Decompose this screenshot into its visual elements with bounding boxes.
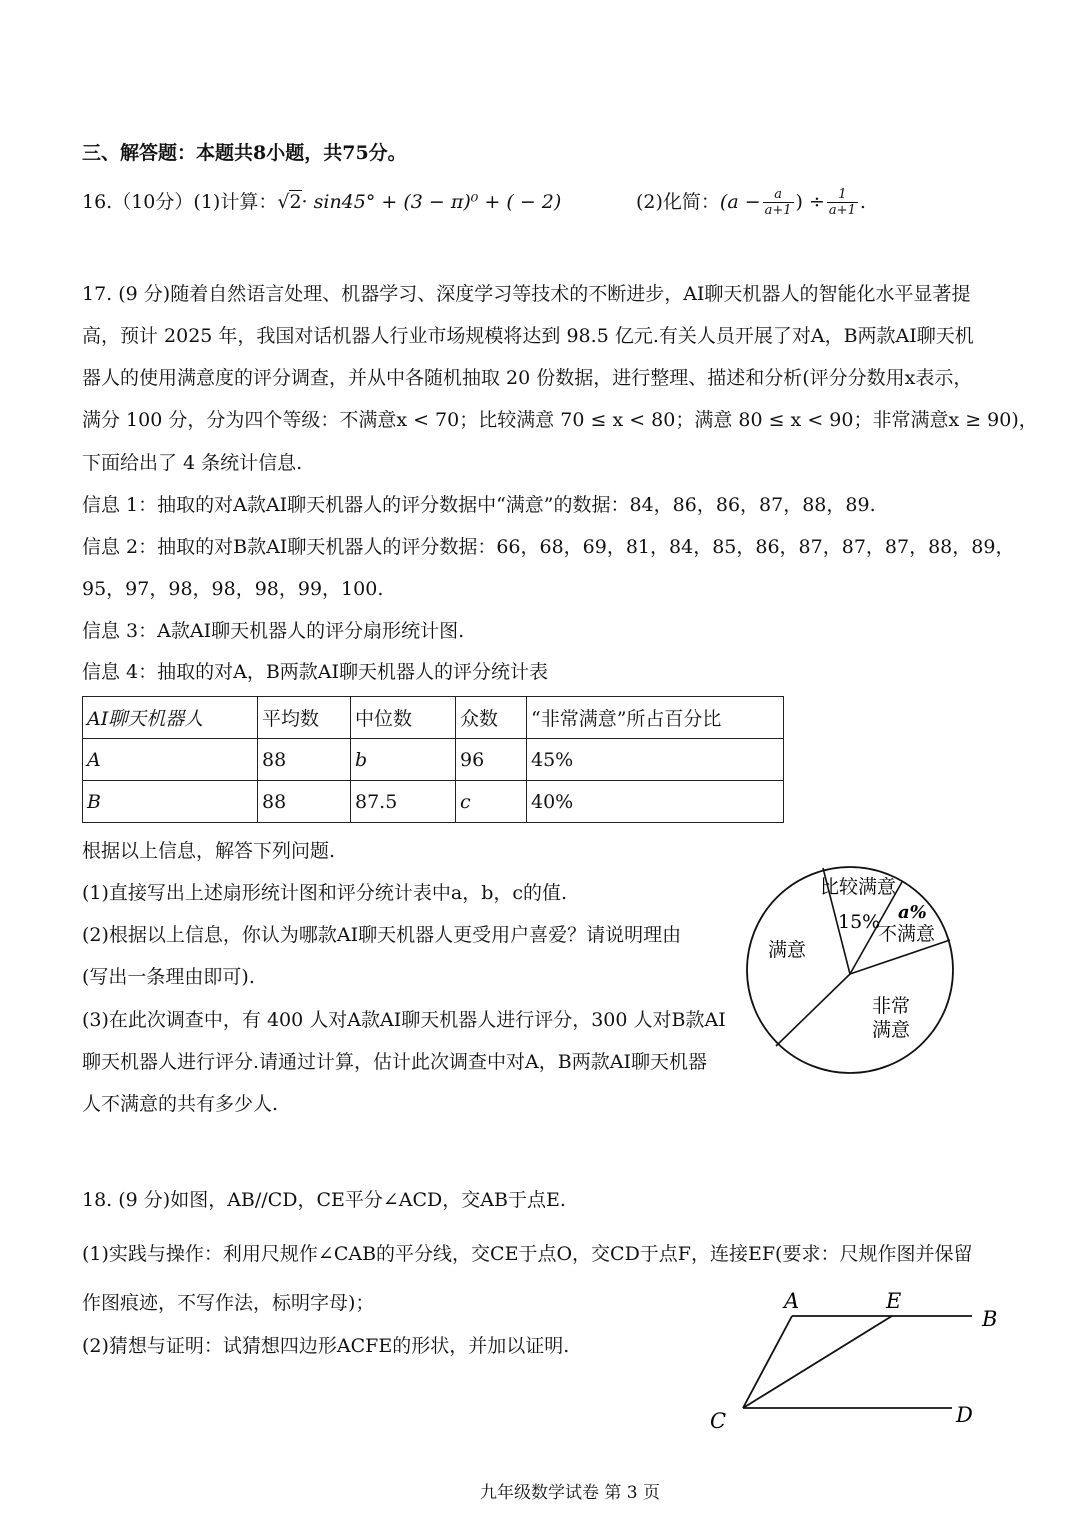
q16-p1-expression: · sin45° + (3 − π)⁰ + ( − 2) xyxy=(301,191,562,213)
q16-score: （10分） xyxy=(112,191,194,213)
q17-sub-2-line-1: (2)根据以上信息，你认为哪款AI聊天机器人更受用户喜爱？请说明理由 xyxy=(82,924,682,946)
q16-p1-label: (1)计算： xyxy=(193,191,278,213)
table-cell: b xyxy=(351,739,456,781)
fraction-denominator: a+1 xyxy=(764,202,792,218)
q17-intro: 根据以上信息，解答下列问题. xyxy=(82,840,336,862)
stats-table xyxy=(82,696,784,823)
table-header-cell: “非常满意”所占百分比 xyxy=(527,697,784,739)
q16-p2-fraction-1 xyxy=(763,187,794,218)
q18-part-2: (2)猜想与证明：试猜想四边形ACFE的形状，并加以证明. xyxy=(82,1335,570,1357)
table-cell: B xyxy=(83,781,258,823)
q17-line-4: 满分 100 分，分为四个等级：不满意x < 70；比较满意 70 ≤ x < 80；满意 80 ≤ x < 90；非常满意x ≥ 90)， xyxy=(82,409,1038,431)
info-2-line-2: 95，97，98，98，98，99，100. xyxy=(82,578,384,600)
point-label-e: E xyxy=(886,1289,902,1313)
fraction-numerator: a xyxy=(763,187,794,203)
pie-label-unsat-pct: a% xyxy=(898,902,927,923)
q17-line-5: 下面给出了 4 条统计信息. xyxy=(82,452,303,474)
q16-number: 16. xyxy=(82,191,113,213)
table-header-row xyxy=(83,697,784,739)
q16-p2-label: (2)化简： xyxy=(636,191,720,213)
table-cell: 40% xyxy=(527,781,784,823)
pie-label-compare-pct: 15% xyxy=(838,911,881,933)
table-cell: 96 xyxy=(456,739,527,781)
table-cell: A xyxy=(83,739,258,781)
q16-p2-end: . xyxy=(859,191,866,213)
q17-line-2: 高，预计 2025 年，我国对话机器人行业市场规模将达到 98.5 亿元.有关人员开展了对A，B两款AI聊天机 xyxy=(82,325,974,347)
q17-sub-3-line-2: 聊天机器人进行评分.请通过计算，估计此次调查中对A，B两款AI聊天机器 xyxy=(82,1051,707,1073)
pie-label-very-1: 非常 xyxy=(872,995,911,1017)
pie-chart xyxy=(740,860,980,1080)
point-label-c: C xyxy=(710,1409,727,1433)
segment-ce xyxy=(743,1316,892,1408)
pie-label-very-2: 满意 xyxy=(872,1019,911,1041)
pie-divider xyxy=(850,940,950,974)
fraction-numerator: 1 xyxy=(827,187,858,203)
pie-label-unsat: 不满意 xyxy=(878,923,936,945)
q17-line-3: 器人的使用满意度的评分调查，并从中各随机抽取 20 份数据，进行整理、描述和分析(评分分数用x表示， xyxy=(82,367,973,389)
table-cell: c xyxy=(456,781,527,823)
q16-part2 xyxy=(636,182,866,222)
point-label-d: D xyxy=(956,1403,973,1427)
q17-line-1: 17. (9 分)随着自然语言处理、机器学习、深度学习等技术的不断进步，AI聊天机器人的智能化水平显著提 xyxy=(82,283,971,305)
q17-sub-2-line-2: (写出一条理由即可). xyxy=(82,966,255,988)
q17-sub-3-line-1: (3)在此次调查中，有 400 人对A款AI聊天机器人进行评分，300 人对B款AI xyxy=(82,1009,726,1031)
table-cell: 87.5 xyxy=(351,781,456,823)
q18-part-1-line-1: (1)实践与操作：利用尺规作∠CAB的平分线，交CE于点O，交CD于点F，连接EF(要求：尺规作图并保留 xyxy=(82,1243,973,1265)
info-1: 信息 1：抽取的对A款AI聊天机器人的评分数据中“满意”的数据：84，86，86，87，88，89. xyxy=(82,494,876,516)
point-label-a: A xyxy=(784,1289,800,1313)
segment-ac xyxy=(743,1316,792,1408)
table-row xyxy=(83,739,784,781)
table-header-cell: 众数 xyxy=(456,697,527,739)
table-cell: 88 xyxy=(258,781,351,823)
point-label-b: B xyxy=(982,1307,998,1331)
q18-part-1-line-2: 作图痕迹，不写作法，标明字母)； xyxy=(82,1292,375,1314)
pie-divider xyxy=(776,974,850,1046)
table-header-cell: 平均数 xyxy=(258,697,351,739)
table-row xyxy=(83,781,784,823)
pie-label-sat: 满意 xyxy=(768,939,807,961)
q16-p2-open: (a − xyxy=(719,191,761,213)
table-header-cell: 中位数 xyxy=(351,697,456,739)
table-header-cell: AI聊天机器人 xyxy=(83,697,258,739)
q17-sub-3-line-3: 人不满意的共有多少人. xyxy=(82,1093,279,1115)
page-footer: 九年级数学试卷 第 3 页 xyxy=(480,1483,661,1503)
geometry-figure xyxy=(700,1280,1020,1440)
info-4: 信息 4：抽取的对A，B两款AI聊天机器人的评分统计表 xyxy=(82,661,549,683)
pie-label-compare: 比较满意 xyxy=(820,876,897,898)
info-3: 信息 3：A款AI聊天机器人的评分扇形统计图. xyxy=(82,620,465,642)
q16-part1 xyxy=(82,189,561,215)
q17-sub-1: (1)直接写出上述扇形统计图和评分统计表中a，b，c的值. xyxy=(82,882,568,904)
table-cell: 45% xyxy=(527,739,784,781)
q18-stem: 18. (9 分)如图，AB//CD，CE平分∠ACD，交AB于点E. xyxy=(82,1189,566,1211)
section-title: 三、解答题：本题共8小题，共75分。 xyxy=(82,142,407,164)
q16-p2-divide: ) ÷ xyxy=(795,191,825,213)
table-cell: 88 xyxy=(258,739,351,781)
sqrt-symbol: √ xyxy=(277,191,290,213)
info-2-line-1: 信息 2：抽取的对B款AI聊天机器人的评分数据：66，68，69，81，84，85，86，87，87，87，88，89， xyxy=(82,536,1015,558)
fraction-denominator: a+1 xyxy=(828,202,856,218)
q16-p2-fraction-2 xyxy=(827,187,858,218)
q16-p1-radicand: 2 xyxy=(289,191,302,213)
